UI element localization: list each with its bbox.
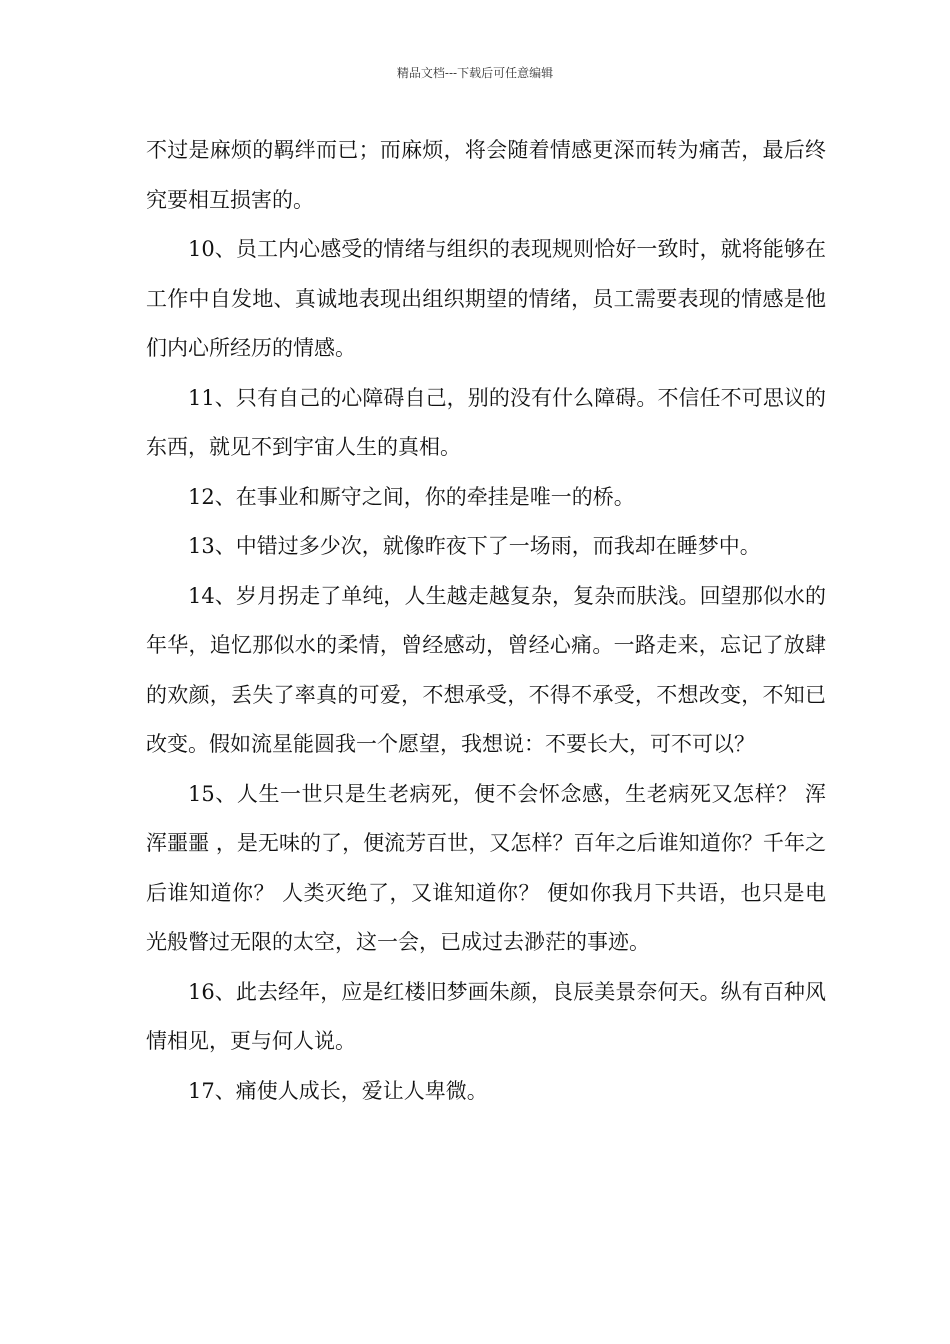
paragraph-item-16: 16、此去经年，应是红楼旧梦画朱颜，良辰美景奈何天。纵有百种风情相见，更与何人说。 — [146, 979, 826, 1053]
paragraph-continuation: 不过是麻烦的羁绊而已；而麻烦，将会随着情感更深而转为痛苦，最后终究要相互损害的。 — [146, 138, 826, 212]
paragraph-item-11: 11、只有自己的心障碍自己，别的没有什么障碍。不信任不可思议的东西，就见不到宇宙人生的真相。 — [146, 385, 826, 459]
paragraph-item-15: 15、人生一世只是生老病死，便不会怀念感，生老病死又怎样？ 浑浑噩噩 ，是无味的了，便流芳百世，又怎样？百年之后谁知道你？千年之后谁知道你？ 人类灭绝了，又谁知道你？ 便如你我月下共语，也只是电光般瞥过无限的太空，这一会，已成过去渺茫的事迹。 — [146, 781, 826, 954]
paragraph-item-12: 12、在事业和厮守之间，你的牵挂是唯一的桥。 — [188, 484, 635, 509]
page-header: 精品文档---下载后可任意编辑 — [396, 66, 554, 80]
paragraph-item-17: 17、痛使人成长，爱让人卑微。 — [188, 1078, 488, 1103]
paragraph-item-13: 13、中错过多少次，就像昨夜下了一场雨，而我却在睡梦中。 — [188, 534, 761, 558]
paragraph-item-10: 10、员工内心感受的情绪与组织的表现规则恰好一致时，就将能够在工作中自发地、真诚地表现出组织期望的情绪，员工需要表现的情感是他们内心所经历的情感。 — [146, 237, 826, 360]
paragraph-item-14: 14、岁月拐走了单纯，人生越走越复杂，复杂而肤浅。回望那似水的年华，追忆那似水的柔情，曾经感动，曾经心痛。一路走来，忘记了放肆的欢颜，丢失了率真的可爱，不想承受，不得不承受，不想改变，不知已改变。假如流星能圆我一个愿望，我想说：不要长大，可不可以？ — [146, 583, 826, 756]
document-body — [146, 126, 826, 1116]
